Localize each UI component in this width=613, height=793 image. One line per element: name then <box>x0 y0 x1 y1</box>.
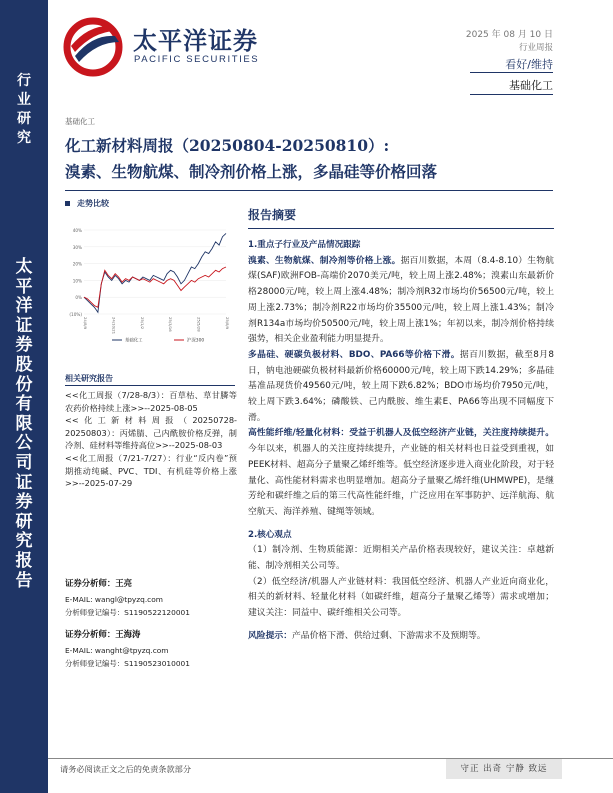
paragraph-highlight: 多晶硅、硬碳负极材料、BDO、PA66等价格下滑。 <box>248 349 460 360</box>
side-company-char: 股 <box>15 354 33 375</box>
report-type: 行业周报 <box>518 43 553 53</box>
analyst-block <box>65 577 237 619</box>
title-divider <box>65 190 553 191</box>
rating: 看好/维持 <box>505 58 553 71</box>
side-industry-char: 研 <box>17 111 31 127</box>
side-company-char: 平 <box>15 276 33 297</box>
analyst-name: 王亮 <box>115 578 132 588</box>
footer-motto: 守正 出奇 宁静 致远 <box>446 759 562 779</box>
company-logo <box>63 16 263 80</box>
sector-label: 基础化工 <box>65 117 95 126</box>
chart-y-tick-label: 40% <box>72 228 82 233</box>
logo-english-name: PACIFIC SECURITIES <box>134 54 260 65</box>
paragraph-text: 据百川数据，本周（8.4-8.10）生物航煤(SAF)欧洲FOB-高端价2070美元/吨，较上周上涨2.48%；溴素山东最新价格28000元/吨，较上周上涨4.48%；制冷剂R32市场均价56500元/吨，较上周上涨2.73%；制冷剂R22市场均价35500元/吨，较上周上涨1.43%；制冷剂R134a市场均价50500元/吨，较上周上涨1%；年初以来，制冷剂价格持续强势，相关企业盈利能力明显提升。 <box>248 255 554 345</box>
footer-disclaimer: 请务必阅读正文之后的免责条款部分 <box>60 764 192 774</box>
side-company-char: 公 <box>15 433 33 454</box>
chart-legend-label: 沪深300 <box>187 338 205 344</box>
summary-heading: 报告摘要 <box>248 208 297 222</box>
analyst-email[interactable]: E-MAIL: wangl@tpyzq.com <box>65 595 163 604</box>
chart-x-tick-label: 25/8/9 <box>225 317 230 330</box>
analyst-title-label: 证券分析师： <box>65 578 116 588</box>
related-report-item[interactable]: <<化工新材料周报（20250728-20250803）：丙烯腈、己内酰胺价格反弹，制冷剂、硅材料等维持高位>>--2025-08-03 <box>65 415 237 451</box>
summary-section <box>248 206 554 223</box>
report-date: 2025 年 08 月 10 日 <box>465 30 553 40</box>
chart-y-tick-label: 30% <box>72 244 82 250</box>
side-company-char: 报 <box>15 550 33 571</box>
paragraph <box>248 348 554 427</box>
side-company-char: 证 <box>15 315 33 336</box>
side-company-char: 太 <box>15 257 33 277</box>
chart-y-tick-label: (10%) <box>69 312 82 317</box>
analyst-cert: 分析师登记编号：S1190522120001 <box>65 608 190 617</box>
paragraph-text: 据百川数据，截至8月8日，钠电池硬碳负极材料最新价格60000元/吨，较上周下跌14.29%；多晶硅基准品现货价49560元/吨，较上周下跌6.82%；BDO市场均价7950元/吨，较上周下跌3.64%；磷酸铁、己内酰胺、维生素E、PA66等出现不同幅度下滑。 <box>248 349 554 423</box>
side-industry-char: 究 <box>17 130 31 146</box>
side-company-char: 研 <box>15 511 33 532</box>
chart-x-tick-label: 24/8/9 <box>83 317 88 330</box>
chart-x-tick-label: 25/3/16 <box>168 317 174 332</box>
side-company-char: 证 <box>15 472 33 493</box>
chart-x-tick-label: 25/5/28 <box>196 317 202 332</box>
side-company-label <box>0 258 48 591</box>
side-company-char: 司 <box>15 452 33 473</box>
trend-heading <box>65 198 235 209</box>
risk-text: 产品价格下滑、供给过剩、下游需求不及预期等。 <box>292 630 486 641</box>
analyst-block <box>65 628 237 670</box>
paragraph-highlight: 溴素、生物航煤、制冷剂等价格上涨。 <box>248 255 401 266</box>
chart-x-tick-label: 25/1/2 <box>139 317 145 330</box>
report-title-line2: 溴素、生物航煤、制冷剂价格上涨，多晶硅等价格回落 <box>65 162 438 181</box>
logo-chinese-name: 太平洋证券 <box>133 27 258 55</box>
related-report-item[interactable]: <<化工周报（7/21-7/27）：行业“反内卷”预期推动纯碱、PVC、TDI、有机硅等价格上涨>>--2025-07-29 <box>65 452 237 489</box>
side-company-char: 究 <box>15 531 33 552</box>
side-company-char: 有 <box>15 394 33 415</box>
side-company-char: 份 <box>15 374 33 395</box>
chart-y-tick-label: 0% <box>75 295 82 301</box>
side-company-char: 限 <box>15 413 33 434</box>
chart-y-tick-label: 10% <box>72 278 82 284</box>
logo-mark-icon <box>63 16 123 78</box>
header-divider <box>470 94 553 95</box>
analyst-title-label: 证券分析师： <box>65 629 116 639</box>
summary-body <box>248 238 554 645</box>
trend-heading-text: 走势比较 <box>77 199 109 208</box>
chart-series-line-sector <box>84 233 226 312</box>
square-bullet-icon <box>65 201 70 206</box>
analyst-name: 王海涛 <box>115 629 141 639</box>
related-divider <box>65 385 235 386</box>
chart-y-tick-label: 20% <box>72 261 82 267</box>
analyst-cert: 分析师登记编号：S1190523010001 <box>65 659 190 668</box>
trend-section <box>65 198 235 209</box>
paragraph-text: 今年以来，机器人的关注度持续提升，产业链的相关材料也日益受到重视，如PEEK材料、超高分子量聚乙烯纤维等。低空经济逐步进入商业化阶段，对于轻量化、高性能材料需求也明显增加。超高分子量聚乙烯纤维(UHMWPE)，是继芳纶和碳纤维之后的第三代高性能纤维，广泛应用在军事防护、远洋航海、航空航天、海洋养殖、键绳等领域。 <box>248 444 554 517</box>
trend-chart <box>62 222 232 347</box>
side-industry-char: 行 <box>17 73 31 89</box>
report-title-line1: 化工新材料周报（20250804-20250810）: <box>65 136 390 155</box>
side-company-char: 券 <box>15 335 33 356</box>
side-company-char: 告 <box>15 570 33 591</box>
risk-paragraph <box>248 629 554 645</box>
related-reports-heading: 相关研究报告 <box>65 374 113 383</box>
side-company-char: 券 <box>15 492 33 513</box>
chart-legend-label: 基础化工 <box>125 338 143 344</box>
risk-label: 风险提示： <box>248 630 292 641</box>
chart-x-tick-label: 24/10/21 <box>111 317 117 335</box>
side-industry-char: 业 <box>17 92 31 108</box>
analyst-email[interactable]: E-MAIL: wanght@tpyzq.com <box>65 646 169 655</box>
side-company-char: 洋 <box>15 296 33 317</box>
related-reports-list <box>65 389 237 490</box>
paragraph <box>248 254 554 348</box>
section-heading: 2.核心观点 <box>248 529 292 540</box>
viewpoint: （1）制冷剂、生物质能源：近期相关产品价格表现较好，建议关注：卓越新能、制冷剂相关公司等。 <box>248 545 554 572</box>
section-heading: 1.重点子行业及产品情况跟踪 <box>248 240 361 250</box>
summary-divider <box>248 228 554 229</box>
paragraph-highlight: 高性能纤维/轻量化材料：受益于机器人及低空经济产业链，关注度持续提升。 <box>248 428 554 439</box>
related-report-item[interactable]: <<化工周报（7/28-8/3）：百草枯、草甘膦等农药价格持续上涨>>--2025-08-05 <box>65 390 237 413</box>
side-industry-label <box>0 72 48 148</box>
viewpoint: （2）低空经济/机器人产业链材料：我国低空经济、机器人产业近向商业化，相关的新材料、轻量化材料（如碳纤维，超高分子量聚乙烯等）需求或增加；建议关注：同益中、碳纤维相关公司等。 <box>248 576 554 619</box>
sector-name: 基础化工 <box>509 79 553 92</box>
paragraph <box>248 426 554 520</box>
header-divider <box>470 72 553 73</box>
